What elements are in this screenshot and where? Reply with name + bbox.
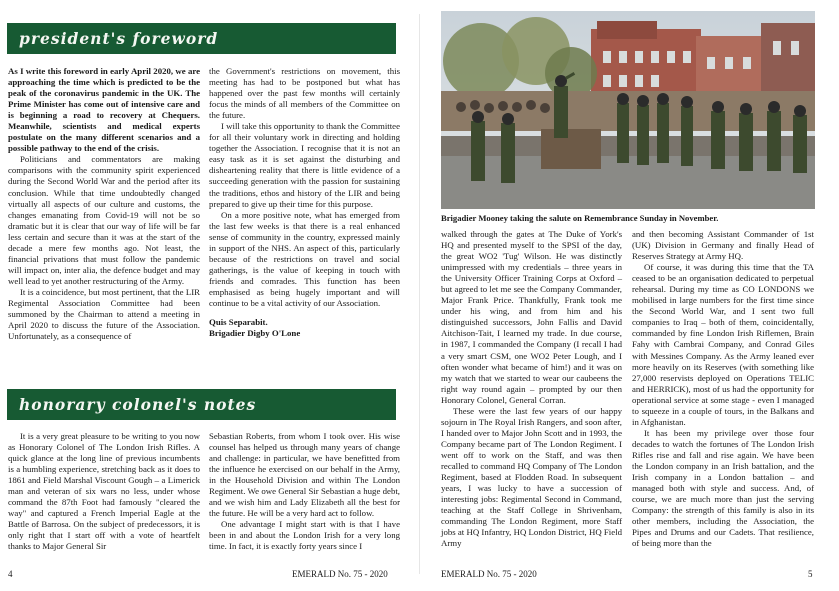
honorary-colonel-heading: honorary colonel's notes (19, 395, 257, 414)
honorary-colonel-column-2 (209, 431, 400, 553)
foreword-paragraph: the Government's restrictions on movement, this meeting has had to be postponed but what has happened over the past few months will certainly focus the minds of all members of the Committee on the future. (209, 66, 400, 121)
photo-caption: Brigadier Mooney taking the salute on Remembrance Sunday in November. (441, 213, 719, 223)
remembrance-parade-photo (441, 11, 815, 209)
honorary-colonel-banner (7, 389, 396, 420)
presidents-foreword-heading: president's foreword (19, 29, 219, 48)
honorary-colonel-column-3 (441, 229, 622, 549)
foreword-paragraph: I will take this opportunity to thank the Committee for all their voluntary work in directing and holding together the Association. I recognise that it is not an easy task as it is set against the disturbing and disheartening reality that there is little evidence of a succeeding generation with the passion for sustaining the traditions, ethos and history of the LIR and being prepared to give up their time for this purpose. (209, 121, 400, 209)
presidents-foreword-banner (7, 23, 396, 54)
page-gutter (419, 14, 420, 574)
signoff: Quis Separabit. (209, 317, 268, 328)
honorary-paragraph: It is a very great pleasure to be writing to you now as Honorary Colonel of The London Irish Rifles. A quick glance at the long line of previous incumbents is a humbling experience, stretching back as it does to 1861 and Field Marshal Viscount Gough – a Limerick man and veteran of six wars no less, under whose command the 87th Foot had famously "cleared the way" and captured a French Imperial Eagle at the Battle of Barrosa. On the subject of predecessors, it is only right that I start off with a vote of heartfelt thanks to Major General Sir (8, 431, 200, 552)
presidents-foreword-column-1 (8, 66, 200, 342)
honorary-paragraph: and then becoming Assistant Commander of 1st (UK) Division in Germany and finally Head of Reserves Strategy at Army HQ. (632, 229, 814, 262)
honorary-paragraph: walked through the gates at The Duke of York's HQ and presented myself to the SPSI of the day, the great WO2 'Tug' Wilson. He was distinctly unimpressed with my credentials – three years in the University Officer Training Corps at Oxford – but agreed to let me see the Company Commander, Major Frank Price. Thankfully, Frank took me under his wing, and from him and his distinguished successors, John Fallis and David Aitchison-Tait, I learned my trade. In due course, in 1987, I commanded the Company (I recall I had a very smart CSM, one WO2 Peter Lough, and I often wonder what became of him!) and it was on my watch that we started to wear our caubeens the right way round again – prompted by our then Honorary Colonel, General Corran. (441, 229, 622, 405)
honorary-paragraph: Of course, it was during this time that the TA ceased to be an organisation dedicated to perpetual rehearsal. During my time as CO LONDONS we mobilised in large numbers for the first time since the Second World War, and I sent two full companies to Iraq – both of them, coincidentally, commanded by fine London Irish Riflemen, Brain Fahy with Cambrai Company, and Conrad Giles with Messines Company. As the Army leaned ever more heavily on its Reserves (with something like 27,000 reservists deployed on Operations TELIC and HERRICK), most of us had the opportunity for operational service at some stage - even I managed to squeeze in a couple of tours, in the Balkans and in Afghanistan. (632, 262, 814, 427)
honorary-paragraph: It has been my privilege over those four decades to watch the fortunes of The London Irish Rifles rise and fall and rise again. We have been the London company in an Irish battalion, and the Irish company in a London battalion – and managed both with style and success. And, of course, we are much more than just the serving Company: the strength of this family is also in its other members, including the Association, the Pipes and Drums and our Cadets. That resilience, of being more than the (632, 427, 814, 549)
right-footer-title: EMERALD No. 75 - 2020 (441, 569, 537, 579)
signature: Brigadier Digby O'Lone (209, 328, 301, 339)
left-footer-title: EMERALD No. 75 - 2020 (292, 569, 388, 579)
honorary-paragraph: Sebastian Roberts, from whom I took over. His wise counsel has helped us through many years of change and challenge: in particular, we have benefitted from the influence he exercised on our behalf in the Army, in the Household Division and within The London Regiment. We owe General Sir Sebastian a huge debt, and we wish him and Lady Elizabeth all the best for the future. He will be a very hard act to follow. (209, 431, 400, 519)
presidents-foreword-column-2 (209, 66, 400, 339)
foreword-paragraph: On a more positive note, what has emerged from the last few weeks is that there is a real enhanced sense of community in the country, expressed mainly in support of the NHS. An aspect of this, particularly because of the restrictions on travel and social gatherings, is the value of keeping in touch with friends and comrades. This function has been emphasised as being hugely important and will continue to be a vital activity of our Association. (209, 209, 400, 308)
honorary-paragraph: One advantage I might start with is that I have been in and about the London Irish for a very long time. In fact, it is exactly forty years since I (209, 519, 400, 552)
foreword-paragraph: Politicians and commentators are making comparisons with the community spirit experienced during the Second World War and the period after its conclusion. While that time undoubtedly changed virtually all aspects of our culture and customs, the changes emanating from Covid-19 will not be so dramatic but it is clear that our way of life will be far less certain and secure than it was at the start of the decade a mere few months ago. Not least, the financial privations that must follow the pandemic will impact on, inter alia, the defence budget and may well lead to yet another restructuring of the Army. (8, 154, 200, 286)
left-page-number: 4 (8, 569, 13, 579)
honorary-colonel-column-4 (632, 229, 814, 549)
foreword-paragraph: As I write this foreword in early April 2020, we are approaching the time which is predicted to be the peak of the coronavirus pandemic in the UK. The Prime Minister has come out of intensive care and is beginning a road to recovery at Chequers. Meanwhile, scientists and medical experts postulate on the many different scenarios and a possible pathway to the end of the crisis. (8, 66, 200, 154)
foreword-paragraph: It is a coincidence, but most pertinent, that the LIR Regimental Association Committee had been summoned by the Chairman to attend a meeting in April 2020 to discuss the future of the Association. Unfortunately, as a consequence of (8, 286, 200, 342)
honorary-colonel-column-1 (8, 431, 200, 553)
right-page-number: 5 (808, 569, 813, 579)
honorary-paragraph: These were the last few years of our happy sojourn in The Royal Irish Rangers, and soon after, I handed over to Major John Scott and in 1993, the Company became part of The London Regiment. I went off to work on the Staff, and was then recalled to command HQ Company of The London Regiment, based at Flodden Road. In subsequent years, I was lucky to have a succession of interesting jobs: Regimental Second in Command, teaching at the Staff College in Shrivenham, commanding The London Regiment, more Staff jobs at HQ Infantry, HQ London District, HQ Field Army (441, 405, 622, 549)
